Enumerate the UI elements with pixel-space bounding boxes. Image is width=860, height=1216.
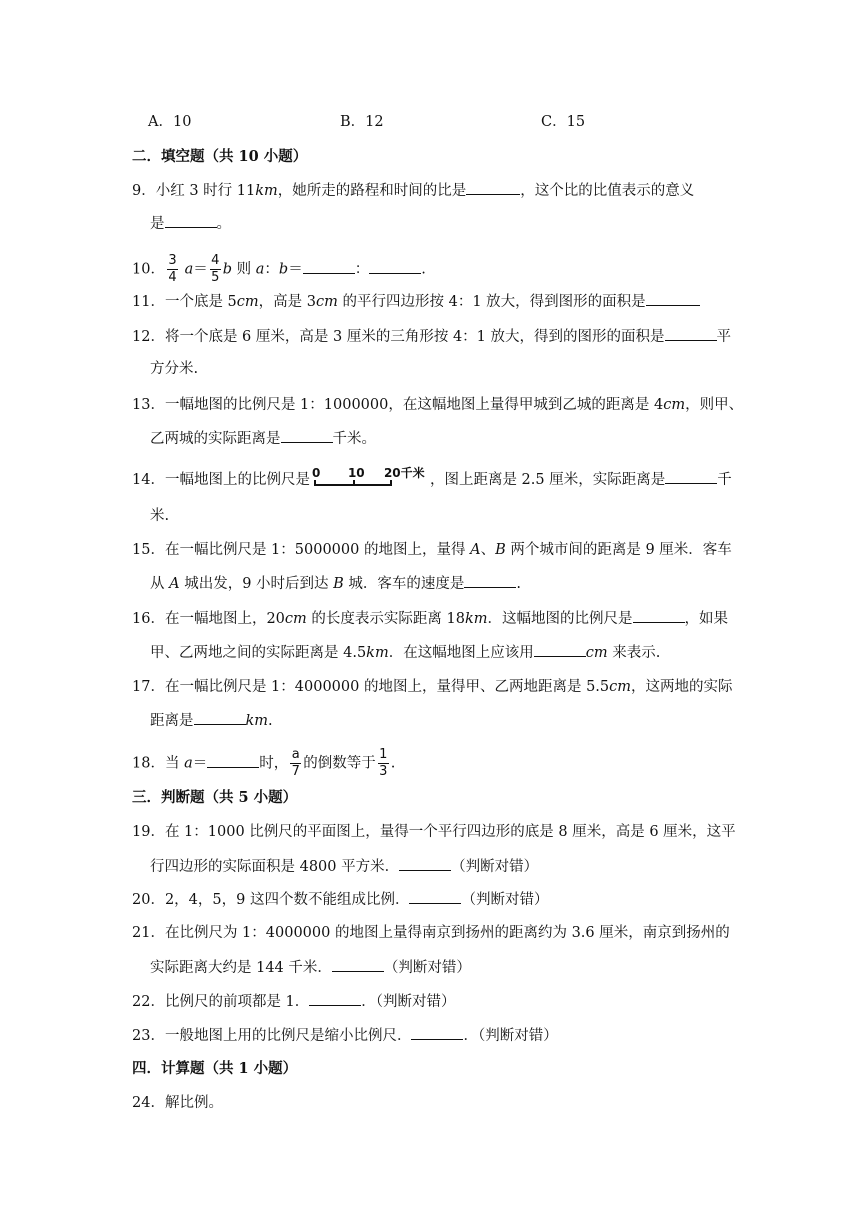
- fraction-four-fifths: $\frac{4}{5}$: [211, 253, 220, 285]
- question-16-line-1: 16．在一幅地图上，20cm 的长度表示实际距离 18km．这幅地图的比例尺是 ，如果: [132, 608, 728, 629]
- answer-blank[interactable]: [411, 1025, 463, 1040]
- question-22: 22．比例尺的前项都是 1． ．（判断对错）: [132, 991, 456, 1012]
- choice-b: B．12: [340, 114, 384, 130]
- question-15-line-1: 15．在一幅比例尺是 1：5000000 的地图上，量得 A、B 两个城市间的距离是 9 厘米．客车: [132, 542, 732, 558]
- question-13-line-1: 13．一幅地图的比例尺是 1：1000000，在这幅地图上量得甲城到乙城的距离是 4cm，则甲、: [132, 397, 744, 413]
- question-10: 10． $\frac{3}{4}$ a＝ $\frac{4}{5}$ b 则 a：b＝ ： .: [132, 253, 426, 285]
- question-17-line-2: 距离是 km.: [150, 710, 273, 731]
- question-15-line-2: 从 A 城出发，9 小时后到达 B 城．客车的速度是 .: [150, 573, 521, 594]
- answer-blank[interactable]: [466, 180, 520, 195]
- answer-blank[interactable]: [646, 291, 700, 306]
- question-21-line-1: 21．在比例尺为 1：4000000 的地图上量得南京到扬州的距离约为 3.6 厘米，南京到扬州的: [132, 925, 730, 941]
- answer-blank[interactable]: [633, 608, 685, 623]
- answer-blank[interactable]: [399, 856, 451, 871]
- question-21-line-2: 实际距离大约是 144 千米． （判断对错）: [150, 957, 471, 978]
- answer-blank[interactable]: [665, 469, 717, 484]
- question-17-line-1: 17．在一幅比例尺是 1：4000000 的地图上，量得甲、乙两地距离是 5.5cm，这两地的实际: [132, 679, 733, 695]
- answer-blank[interactable]: [165, 213, 217, 228]
- answer-blank[interactable]: [369, 259, 421, 274]
- question-20: 20．2，4，5，9 这四个数不能组成比例． （判断对错）: [132, 889, 548, 910]
- question-12-line-2: 方分米.: [150, 361, 199, 377]
- question-12-line-1: 12．将一个底是 6 厘米，高是 3 厘米的三角形按 4：1 放大，得到的图形的面积是 平: [132, 326, 731, 347]
- answer-blank[interactable]: [309, 991, 361, 1006]
- answer-blank[interactable]: [534, 642, 586, 657]
- question-14-line-1: 14．一幅地图上的比例尺是 0 10 20千米 ，图上距离是 2.5 厘米，实际距离是 千: [132, 467, 732, 493]
- question-11: 11．一个底是 5cm，高是 3cm 的平行四边形按 4：1 放大，得到图形的面积是: [132, 291, 700, 312]
- question-23: 23．一般地图上用的比例尺是缩小比例尺． ．（判断对错）: [132, 1025, 558, 1046]
- section-title-fill-in: 二．填空题（共 10 小题）: [132, 148, 308, 165]
- question-14-line-2: 米.: [150, 508, 170, 524]
- scale-bar: 0 10 20千米: [312, 467, 430, 493]
- question-13-line-2: 乙两城的实际距离是 千米。: [150, 428, 376, 449]
- fraction-a-over-seven: $\frac{a}{7}$: [291, 747, 300, 779]
- question-18: 18．当 a＝ 时， $\frac{a}{7}$ 的倒数等于 $\frac{1}{3}$ .: [132, 747, 396, 779]
- question-19-line-2: 行四边形的实际面积是 4800 平方米． （判断对错）: [150, 856, 538, 877]
- choice-c: C．15: [541, 114, 586, 130]
- question-9-line-1: 9．小红 3 时行 11km，她所走的路程和时间的比是 ，这个比的比值表示的意义: [132, 180, 694, 201]
- answer-blank[interactable]: [464, 573, 516, 588]
- answer-blank[interactable]: [303, 259, 355, 274]
- question-19-line-1: 19．在 1：1000 比例尺的平面图上，量得一个平行四边形的底是 8 厘米，高是 6 厘米，这平: [132, 824, 736, 840]
- choice-a: A．10: [148, 114, 192, 130]
- answer-blank[interactable]: [332, 957, 384, 972]
- fraction-one-third: $\frac{1}{3}$: [379, 747, 388, 779]
- answer-blank[interactable]: [281, 428, 333, 443]
- answer-blank[interactable]: [207, 753, 259, 768]
- fraction-three-quarters: $\frac{3}{4}$: [168, 253, 177, 285]
- question-24: 24．解比例。: [132, 1095, 223, 1111]
- question-9-line-2: 是 。: [150, 213, 231, 234]
- section-title-calculation: 四．计算题（共 1 小题）: [132, 1060, 298, 1077]
- answer-blank[interactable]: [409, 889, 461, 904]
- section-title-true-false: 三．判断题（共 5 小题）: [132, 789, 298, 806]
- question-16-line-2: 甲、乙两地之间的实际距离是 4.5km．在这幅地图上应该用 cm 来表示.: [150, 642, 660, 663]
- answer-blank[interactable]: [665, 326, 717, 341]
- answer-blank[interactable]: [194, 710, 246, 725]
